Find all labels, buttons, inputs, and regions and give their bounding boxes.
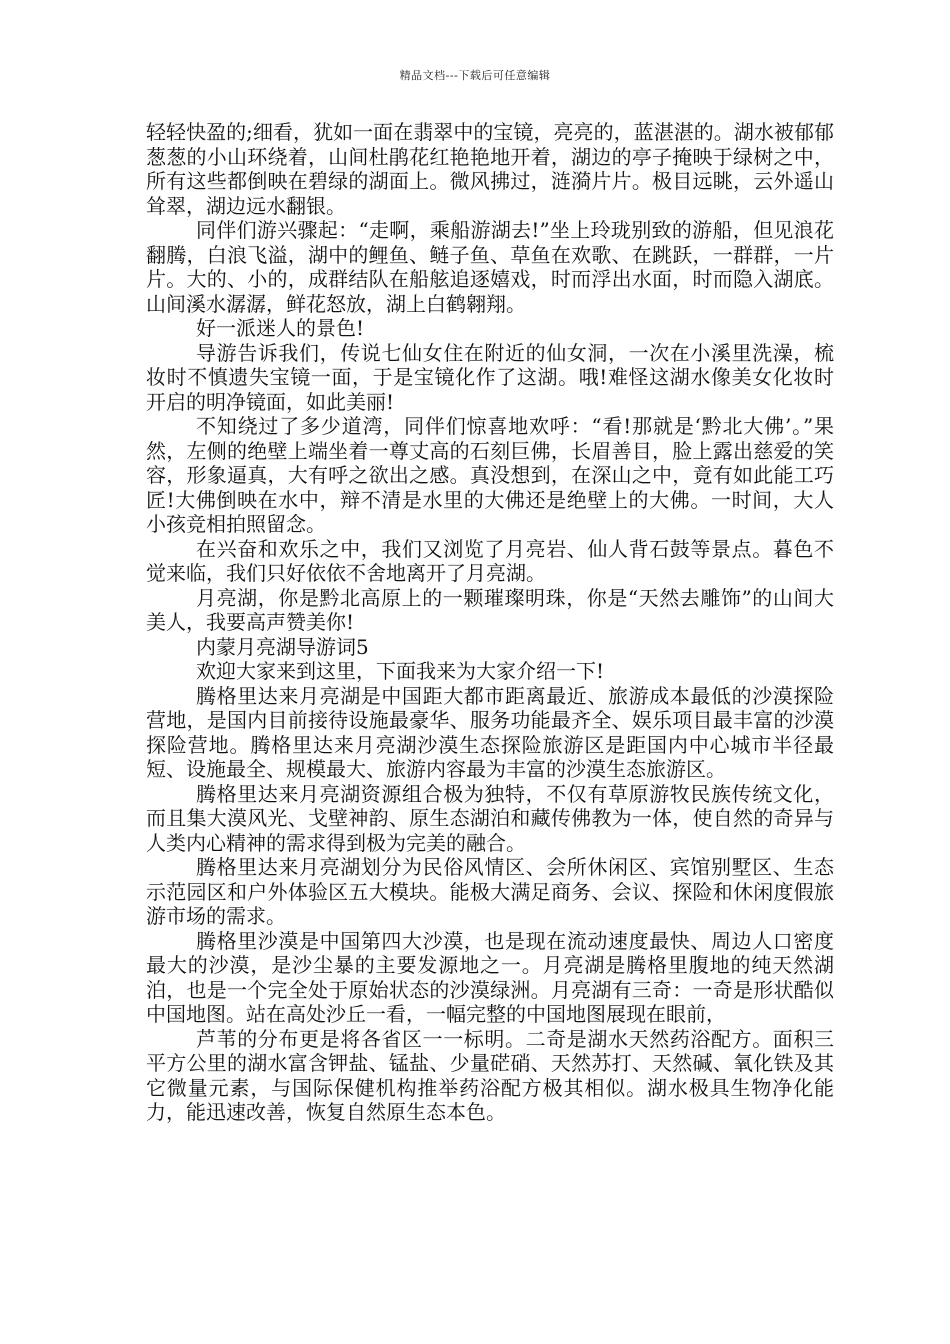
paragraph-4: 导游告诉我们，传说七仙女住在附近的仙女洞，一次在小溪里洗澡，梳妆时不慎遗失宝镜一面，于是宝镜化作了这湖。哦!难怪这湖水像美女化妆时开启的明净镜面，如此美丽!: [146, 340, 834, 414]
paragraph-11: 腾格里达来月亮湖划分为民俗风情区、会所休闲区、宾馆别墅区、生态示范园区和户外体验区五大模块。能极大满足商务、会议、探险和休闲度假旅游市场的需求。: [146, 855, 834, 928]
paragraph-6: 在兴奋和欢乐之中，我们又浏览了月亮岩、仙人背石鼓等景点。暮色不觉来临，我们只好依依不舍地离开了月亮湖。: [146, 536, 834, 585]
paragraph-7: 月亮湖，你是黔北高原上的一颗璀璨明珠，你是“天然去雕饰”的山间大美人，我要高声赞美你!: [146, 585, 834, 634]
paragraph-13: 芦苇的分布更是将各省区一一标明。二奇是湖水天然药浴配方。面积三平方公里的湖水富含钾盐、锰盐、少量硭硝、天然苏打、天然碱、氧化铁及其它微量元素，与国际保健机构推举药浴配方极其相似。湖水极具生物净化能力，能迅速改善，恢复自然原生态本色。: [146, 1026, 834, 1124]
paragraph-3: 好一派迷人的景色!: [196, 316, 365, 340]
paragraph-5: 不知绕过了多少道湾，同伴们惊喜地欢呼：“看!那就是‘黔北大佛’。”果然，左侧的绝壁上端坐着一尊丈高的石刻巨佛，长眉善目，脸上露出慈爱的笑容，形象逼真，大有呼之欲出之感。真没想到，在深山之中，竟有如此能工巧匠!大佛倒映在水中，辩不清是水里的大佛还是绝壁上的大佛。一时间，大人小孩竞相拍照留念。: [146, 414, 834, 536]
page-header: 精品文档---下载后可任意编辑: [399, 69, 551, 82]
paragraph-8: 欢迎大家来到这里，下面我来为大家介绍一下!: [196, 659, 605, 683]
document-body: [146, 120, 834, 1125]
paragraph-1: 轻轻快盈的;细看，犹如一面在翡翠中的宝镜，亮亮的，蓝湛湛的。湖水被郁郁葱葱的小山环绕着，山间杜鹃花红艳艳地开着，湖边的亭子掩映于绿树之中，所有这些都倒映在碧绿的湖面上。微风拂过，涟漪片片。极目远眺，云外遥山耸翠，湖边远水翻银。: [146, 120, 834, 218]
paragraph-9: 腾格里达来月亮湖是中国距大都市距离最近、旅游成本最低的沙漠探险营地，是国内目前接待设施最豪华、服务功能最齐全、娱乐项目最丰富的沙漠探险营地。腾格里达来月亮湖沙漠生态探险旅游区是距国内中心城市半径最短、设施最全、规模最大、旅游内容最为丰富的沙漠生态旅游区。: [146, 683, 834, 781]
section-heading: 内蒙月亮湖导游词5: [196, 634, 369, 659]
paragraph-2: 同伴们游兴骤起：“走啊，乘船游湖去!”坐上玲珑别致的游船，但见浪花翻腾，白浪飞溢，湖中的鲤鱼、鲢子鱼、草鱼在欢歌、在跳跃，一群群，一片片。大的、小的，成群结队在船舷追逐嬉戏，时而浮出水面，时而隐入湖底。山间溪水潺潺，鲜花怒放，湖上白鹤翱翔。: [146, 218, 834, 316]
paragraph-10: 腾格里达来月亮湖资源组合极为独特，不仅有草原游牧民族传统文化，而且集大漠风光、戈壁神韵、原生态湖泊和藏传佛教为一体，使自然的奇异与人类内心精神的需求得到极为完美的融合。: [146, 781, 834, 855]
paragraph-12: 腾格里沙漠是中国第四大沙漠，也是现在流动速度最快、周边人口密度最大的沙漠，是沙尘暴的主要发源地之一。月亮湖是腾格里腹地的纯天然湖泊，也是一个完全处于原始状态的沙漠绿洲。月亮湖有三奇：一奇是形状酷似中国地图。站在高处沙丘一看，一幅完整的中国地图展现在眼前，: [146, 928, 834, 1026]
